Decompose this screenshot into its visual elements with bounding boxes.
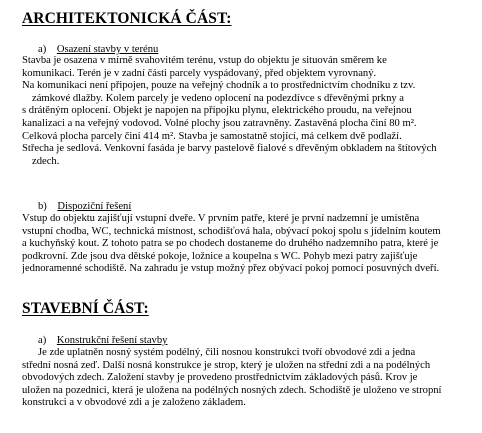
paragraph-line: střední nosná zeď. Další nosná konstrukce je strop, který je uložen na střední zdi a na podélných	[22, 359, 431, 371]
section-heading-stavebni: STAVEBNÍ ČÁST:	[22, 300, 149, 317]
subheading-title: Konstrukční řešení stavby	[56, 335, 168, 346]
paragraph-line: Na komunikaci není připojen, pouze na veřejný chodník a to prostřednictvím chodníku z tzv.	[22, 80, 416, 92]
paragraph-line: zámkové dlažby. Kolem parcely je vedeno oplocení na podezdívce s dřevěnými prkny a	[32, 92, 405, 104]
paragraph-line: s drátěným oplocení. Objekt je napojen na přípojku plynu, elektrického proudu, na veřejnou	[22, 105, 412, 117]
paragraph-line: podkrovní. Zde jsou dva dětské pokoje, ložnice a koupelna s WC. Pohyb mezi patry zajišťuje	[22, 250, 418, 262]
paragraph-line: obvodových zdech. Založení stavby je provedeno prostřednictvím základových pásů. Krov je	[22, 372, 418, 384]
paragraph-line: zdech.	[32, 155, 60, 167]
paragraph-line: Vstup do objektu zajišťují vstupní dveře. V prvním patře, které je první nadzemní je umístěna	[22, 213, 420, 224]
paragraph-line: jednoramenné schodiště. Na zahradu je vstup možný přez obývací pokoj pomocí posuvných dveří.	[22, 263, 440, 275]
paragraph-line: Je zde uplatněn nosný systém podélný, čili nosnou konstrukci tvoří obvodové zdi a jedna	[38, 347, 416, 358]
paragraph-line: uložen na pozednici, která je uložena na podélných nosných zdech. Schodiště je uloženo ve stropní	[22, 384, 442, 396]
paragraph-osazeni	[22, 55, 467, 168]
paragraph-line: Střecha je sedlová. Venkovní fasáda je barvy pastelově fialové s dřevěným obkladem na štítových	[22, 143, 437, 155]
paragraph-dispozicni	[22, 213, 467, 276]
paragraph-line: a kuchyňský kout. Z tohoto patra se po chodech dostaneme do druhého nadzemního patra, které je	[22, 238, 439, 250]
paragraph-line: Stavba je osazena v mírně svahovitém terénu, vstup do objektu je situován směrem ke	[22, 55, 387, 66]
paragraph-konstrukcni	[22, 347, 467, 410]
subheading-marker: b)	[38, 201, 47, 212]
paragraph-line: vstupní chodba, WC, technická místnost, schodišťová hala, obývací pokoj spolu s jídelním koutem	[22, 225, 441, 237]
paragraph-line: komunikaci. Terén je v zadní části parcely vyspádovaný, před objektem vyrovnaný.	[22, 67, 377, 79]
paragraph-line: konstrukci a v obvodové zdi a je založeno základem.	[22, 397, 246, 409]
subheading-marker: a)	[38, 335, 47, 346]
subheading-marker: a)	[38, 44, 47, 55]
subheading-konstrukcni	[38, 334, 167, 347]
paragraph-line: Celková plocha parcely činí 414 m². Stavba je samostatně stojící, má celkem dvě podlaží.	[22, 130, 402, 142]
section-heading-architektonicka: ARCHITEKTONICKÁ ČÁST:	[22, 10, 232, 27]
subheading-title: Dispoziční řešení	[57, 201, 132, 212]
subheading-dispozicni	[38, 200, 131, 213]
paragraph-line: kanalizaci a na veřejný vodovod. Volné plochy jsou zatravněny. Zastavěná plocha činí 80 m².	[22, 117, 417, 129]
subheading-title: Osazení stavby v terénu	[56, 44, 159, 55]
